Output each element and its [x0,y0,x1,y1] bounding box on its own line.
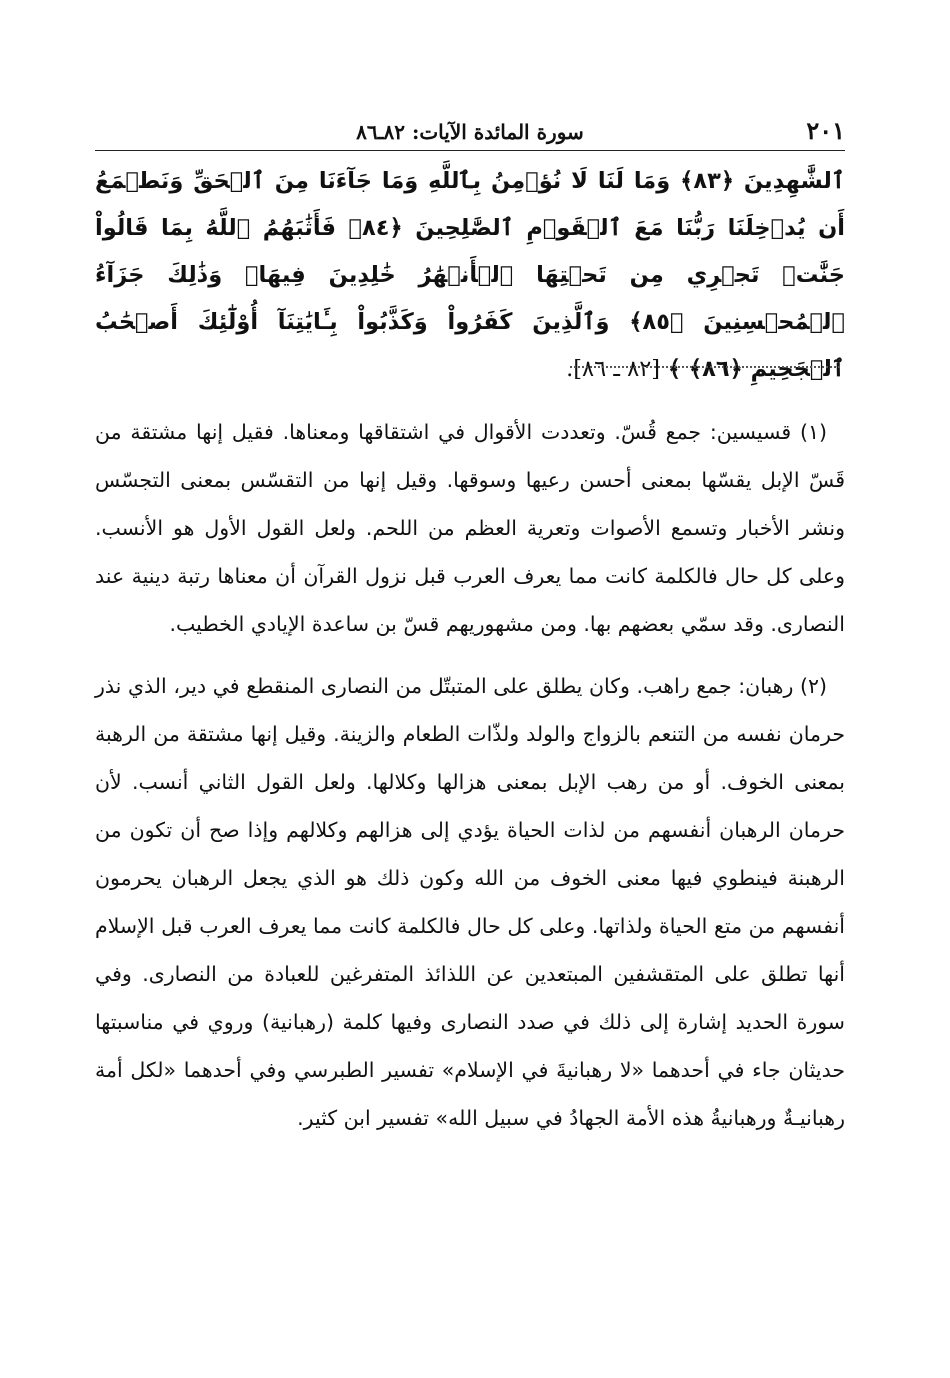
header-rule [95,150,845,151]
quran-verses [95,158,845,393]
running-title: سورة المائدة الآيات: ٨٢ـ٨٦ [356,120,584,144]
quran-text: ٱلشَّٰهِدِينَ ﴿٨٣﴾ وَمَا لَنَا لَا نُؤۡمِنُ بِٱللَّهِ وَمَا جَآءَنَا مِنَ ٱلۡحَقِّ وَنَطۡمَعُ أَن يُدۡخِلَنَا رَبُّنَا مَعَ ٱلۡقَوۡمِ ٱلصَّٰلِحِينَ ﴿٨٤﴾ فَأَثَٰبَهُمُ ٱللَّهُ بِمَا قَالُواْ جَنَّٰتٖ تَجۡرِي مِن تَحۡتِهَا ٱلۡأَنۡهَٰرُ خَٰلِدِينَ فِيهَاۚ وَذَٰلِكَ جَزَآءُ ٱلۡمُحۡسِنِينَ ﴿٨٥﴾ وَٱلَّذِينَ كَفَرُواْ وَكَذَّبُواْ بِـَٔايَٰتِنَآ أُوْلَٰٓئِكَ أَصۡحَٰبُ ٱلۡجَحِيمِ ﴿٨٦﴾ ﴾ [95,168,846,382]
page-header [95,112,845,152]
footnote-2 [95,662,845,1142]
footnote-number: (١) [799,420,827,444]
footnote-text: قسيسين: جمع قُسّ. وتعددت الأقوال في اشتقاقها ومعناها. فقيل إنها مشتقة من قَسّ الإبل يقسّها بمعنى أحسن رعيها وسوقها. وقيل إنها من التقسّس بمعنى التجسّس ونشر الأخبار وتسمع الأصوات وتعرية العظم من اللحم. ولعل القول الأول هو الأنسب. وعلى كل حال فالكلمة كانت مما يعرف العرب قبل نزول القرآن أن معناها رتبة دينية عند النصارى. وقد سمّي بعضهم بها. ومن مشهوريهم قسّ بن ساعدة الإيادي الخطيب. [95,420,845,636]
footnotes [95,408,845,1142]
footnote-text: رهبان: جمع راهب. وكان يطلق على المتبتّل من النصارى المنقطع في دير، الذي نذر حرمان نفسه من التنعم بالزواج والولد ولذّات الطعام والزينة. وقيل إنها مشتقة من الرهبة بمعنى الخوف. أو من رهب الإبل بمعنى هزالها وكلالها. ولعل القول الثاني أنسب. لأن حرمان الرهبان أنفسهم من لذات الحياة يؤدي إلى هزالهم وكلالهم وإذا صح أن تكون من الرهبنة فينطوي فيها معنى الخوف من الله وكون ذلك هو الذي يجعل الرهبان يحرمون أنفسهم من متع الحياة ولذاتها. وعلى كل حال فالكلمة كانت مما يعرف العرب قبل الإسلام أنها تطلق على المتقشفين المبتعدين عن اللذائذ المتفرغين للعبادة من النصارى. وفي سورة الحديد إشارة إلى ذلك في صدد النصارى وفيها كلمة (رهبانية) وروي في مناسبتها حديثان جاء في أحدهما «لا رهبانيةَ في الإسلام» تفسير الطبرسي وفي أحدهما «لكل أمة رهبانيـةٌ ورهبانيةُ هذه الأمة الجهادُ في سبيل الله» تفسير ابن كثير. [95,674,845,1130]
page-number: ٢٠١ [806,116,845,145]
verse-reference: [٨٢ ـ ٨٦]. [566,356,661,382]
footnote-number: (٢) [799,674,827,698]
footnote-1 [95,408,845,648]
footnote-separator [570,366,840,372]
